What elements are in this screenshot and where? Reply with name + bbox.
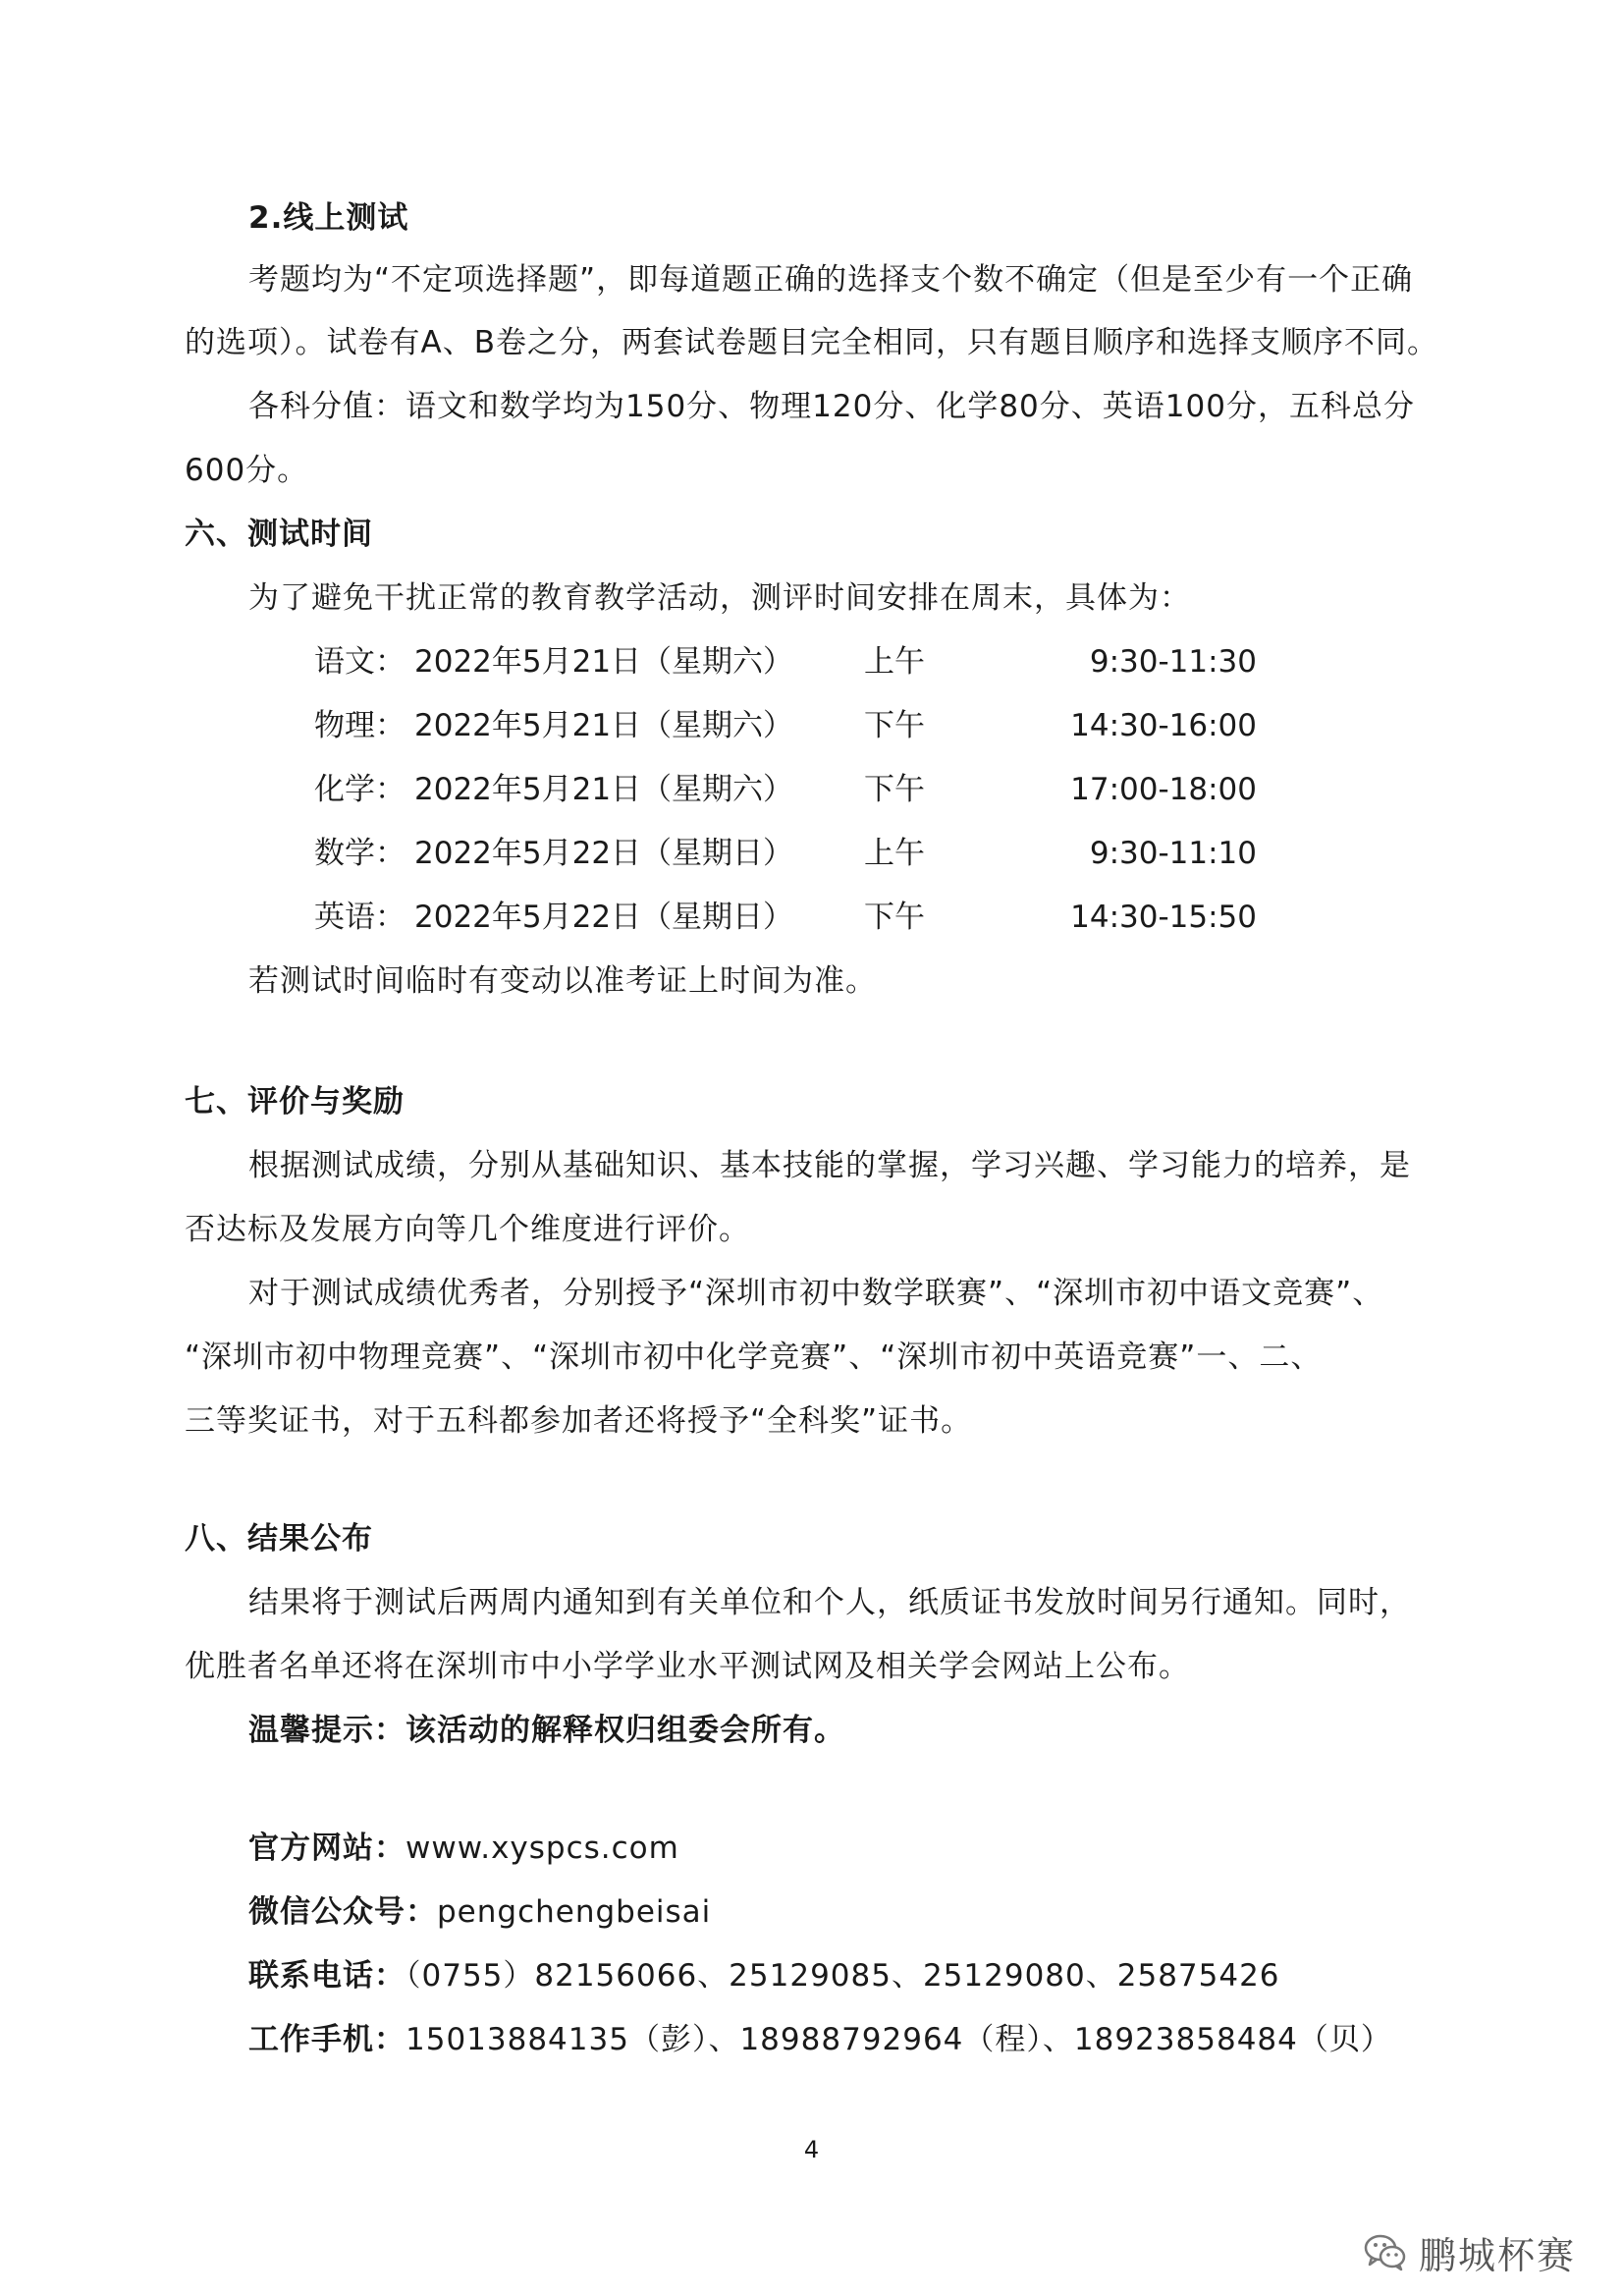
schedule-subject: 物理： [314, 708, 406, 743]
schedule-subject: 化学： [314, 772, 406, 807]
paragraph-line: 否达标及发展方向等几个维度进行评价。 [185, 1212, 750, 1247]
wechat-icon [1364, 2232, 1407, 2271]
phone-numbers: （0755）82156066、25129085、25129080、25875426 [406, 1958, 1280, 1994]
schedule-half-day: 上午 [864, 644, 925, 680]
contact-wechat [248, 1890, 711, 1934]
schedule-half-day: 下午 [864, 708, 925, 743]
website-link[interactable]: www.xyspcs.com [406, 1831, 679, 1866]
paragraph-line: 600分。 [185, 453, 309, 488]
notice-tip: 温馨提示：该活动的解释权归组委会所有。 [248, 1713, 845, 1748]
schedule-half-day: 下午 [864, 772, 925, 807]
schedule-date: 2022年5月21日（星期六） [414, 708, 794, 743]
wechat-account: pengchengbeisai [437, 1894, 712, 1930]
contact-website [248, 1827, 679, 1870]
paragraph-line: 优胜者名单还将在深圳市中小学学业水平测试网及相关学会网站上公布。 [185, 1649, 1190, 1684]
paragraph-line: 根据测试成绩，分别从基础知识、基本技能的掌握，学习兴趣、学习能力的培养，是 [248, 1148, 1411, 1183]
schedule-half-day: 下午 [864, 900, 925, 935]
watermark-text: 鹏城杯赛 [1418, 2233, 1576, 2277]
section-heading-test-time: 六、测试时间 [185, 517, 373, 552]
paragraph-line: 结果将于测试后两周内通知到有关单位和个人，纸质证书发放时间另行通知。同时， [248, 1585, 1411, 1620]
watermark [1364, 2227, 1576, 2276]
contact-wechat-label: 微信公众号： [248, 1894, 437, 1930]
contact-mobile-label: 工作手机： [248, 2022, 406, 2057]
contact-phone-label: 联系电话： [248, 1958, 406, 1994]
paragraph-line: 三等奖证书，对于五科都参加者还将授予“全科奖”证书。 [185, 1403, 973, 1439]
schedule-date: 2022年5月22日（星期日） [414, 900, 794, 935]
paragraph-line: 考题均为“不定项选择题”，即每道题正确的选择支个数不确定（但是至少有一个正确 [248, 262, 1414, 298]
paragraph-line: 若测试时间临时有变动以准考证上时间为准。 [248, 963, 877, 999]
schedule-time: 9:30-11:30 [1089, 644, 1257, 680]
schedule-date: 2022年5月22日（星期日） [414, 836, 794, 871]
schedule-time: 14:30-15:50 [1070, 900, 1257, 935]
paragraph-line: 各科分值：语文和数学均为150分、物理120分、化学80分、英语100分，五科总分 [248, 389, 1415, 424]
schedule-date: 2022年5月21日（星期六） [414, 644, 794, 680]
mobile-numbers: 15013884135（彭）、18988792964（程）、18923858484（贝） [406, 2022, 1392, 2057]
schedule-subject: 英语： [314, 900, 406, 935]
contact-mobile [248, 2018, 1392, 2061]
section-heading-online-test: 2.线上测试 [248, 200, 409, 236]
section-heading-results: 八、结果公布 [185, 1521, 373, 1557]
section-heading-evaluation: 七、评价与奖励 [185, 1084, 405, 1120]
contact-phone [248, 1954, 1280, 1997]
schedule-time: 14:30-16:00 [1070, 708, 1257, 743]
contact-website-label: 官方网站： [248, 1831, 406, 1866]
schedule-time: 9:30-11:10 [1089, 836, 1257, 871]
paragraph-line: 对于测试成绩优秀者，分别授予“深圳市初中数学联赛”、“深圳市初中语文竞赛”、 [248, 1276, 1384, 1311]
schedule-subject: 数学： [314, 836, 406, 871]
schedule-half-day: 上午 [864, 836, 925, 871]
page-number: 4 [803, 2136, 820, 2163]
paragraph-line: “深圳市初中物理竞赛”、“深圳市初中化学竞赛”、“深圳市初中英语竞赛”一、二、 [185, 1339, 1323, 1375]
schedule-subject: 语文： [314, 644, 406, 680]
paragraph-line: 的选项）。试卷有A、B卷之分，两套试卷题目完全相同，只有题目顺序和选择支顺序不同。 [185, 325, 1438, 360]
schedule-date: 2022年5月21日（星期六） [414, 772, 794, 807]
schedule-time: 17:00-18:00 [1070, 772, 1257, 807]
paragraph-line: 为了避免干扰正常的教育教学活动，测评时间安排在周末，具体为： [248, 580, 1191, 616]
